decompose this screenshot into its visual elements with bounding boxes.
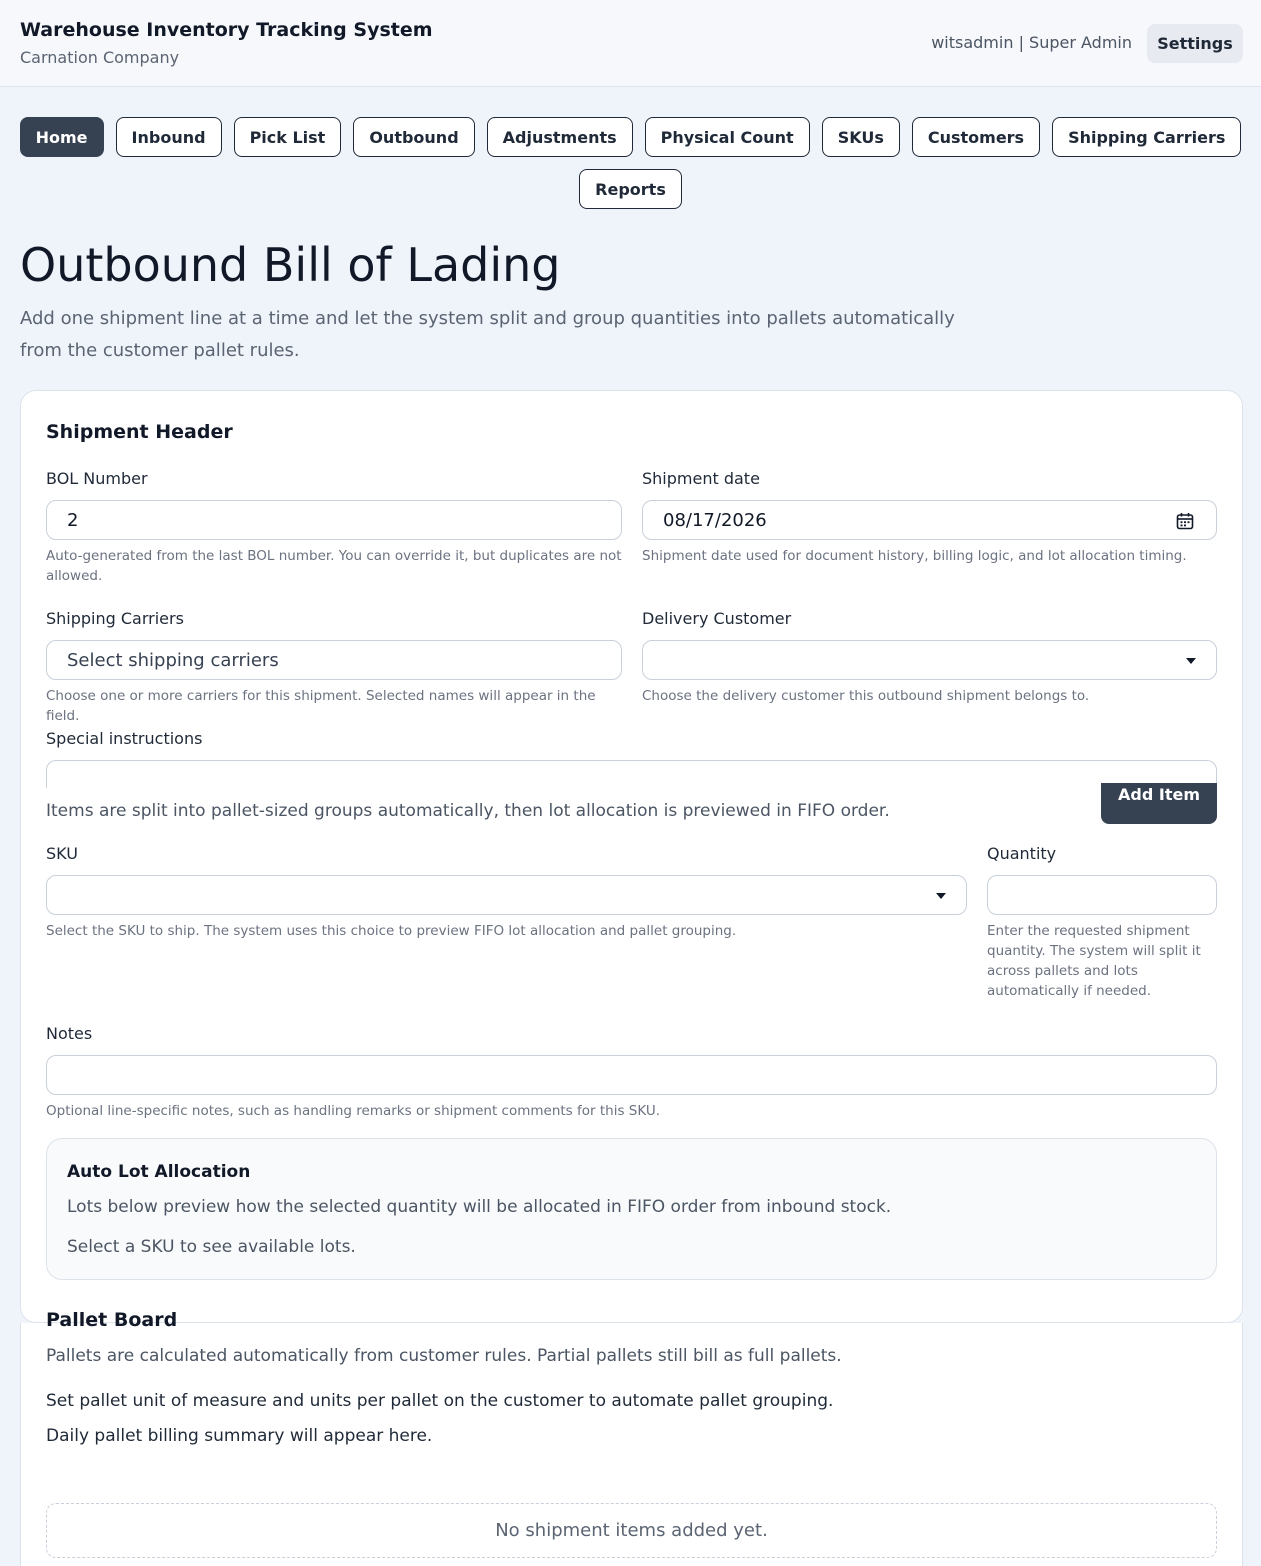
sku-label: SKU bbox=[46, 844, 78, 863]
shipment-date-input[interactable] bbox=[642, 500, 1217, 540]
notes-input[interactable] bbox=[46, 1055, 1217, 1095]
nav-home[interactable]: Home bbox=[20, 117, 104, 157]
bol-label: BOL Number bbox=[46, 469, 148, 488]
bol-number-input[interactable] bbox=[46, 500, 622, 540]
shipment-header-title: Shipment Header bbox=[46, 421, 233, 443]
shipping-carriers-label: Shipping Carriers bbox=[46, 609, 184, 628]
quantity-label: Quantity bbox=[987, 844, 1057, 863]
nav-customers[interactable]: Customers bbox=[912, 117, 1040, 157]
pallet-board-title: Pallet Board bbox=[46, 1309, 178, 1331]
nav-reports[interactable]: Reports bbox=[579, 169, 682, 209]
app-title: Warehouse Inventory Tracking System bbox=[20, 19, 433, 41]
shipment-date-value: 08/17/2026 bbox=[663, 509, 767, 531]
chevron-down-icon bbox=[1186, 658, 1196, 664]
page-title: Outbound Bill of Lading bbox=[20, 238, 561, 292]
add-item-button[interactable]: Add Item bbox=[1101, 783, 1217, 824]
shipping-carriers-placeholder: Select shipping carriers bbox=[67, 649, 279, 671]
nav-shipping-carriers[interactable]: Shipping Carriers bbox=[1052, 117, 1241, 157]
notes-help: Optional line-specific notes, such as handling remarks or shipment comments for this SKU. bbox=[46, 1103, 661, 1119]
user-info: witsadmin | Super Admin bbox=[931, 33, 1132, 52]
main-nav bbox=[0, 117, 1261, 221]
delivery-customer-label: Delivery Customer bbox=[642, 609, 792, 628]
notes-label: Notes bbox=[46, 1024, 93, 1043]
shipping-carriers-help: Choose one or more carriers for this shipment. Selected names will appear in the field. bbox=[46, 688, 596, 724]
pallet-billing-note: Daily pallet billing summary will appear here. bbox=[46, 1426, 433, 1446]
page-description: Add one shipment line at a time and let the system split and group quantities into pallets automatically from the customer pallet rules. bbox=[20, 308, 955, 361]
shipment-form-card bbox=[20, 390, 1243, 1323]
pallet-board-empty: No shipment items added yet. bbox=[46, 1503, 1217, 1558]
special-instructions-label: Special instructions bbox=[46, 729, 203, 748]
nav-physical-count[interactable]: Physical Count bbox=[645, 117, 810, 157]
nav-inbound[interactable]: Inbound bbox=[116, 117, 222, 157]
shipping-carriers-select[interactable] bbox=[46, 640, 622, 680]
lot-allocation-description: Lots below preview how the selected quantity will be allocated in FIFO order from inbound stock. bbox=[67, 1197, 892, 1217]
lot-allocation-empty: Select a SKU to see available lots. bbox=[67, 1237, 356, 1257]
delivery-customer-select[interactable] bbox=[642, 640, 1217, 680]
quantity-help: Enter the requested shipment quantity. The system will split it across pallets and lots automatically if needed. bbox=[987, 923, 1201, 999]
shipment-date-help: Shipment date used for document history, billing logic, and lot allocation timing. bbox=[642, 548, 1187, 564]
nav-pick-list[interactable]: Pick List bbox=[234, 117, 342, 157]
nav-adjustments[interactable]: Adjustments bbox=[487, 117, 633, 157]
quantity-input[interactable] bbox=[987, 875, 1217, 915]
chevron-down-icon bbox=[936, 893, 946, 899]
lot-allocation-panel bbox=[46, 1138, 1217, 1280]
nav-row bbox=[0, 169, 1261, 209]
bol-number-value: 2 bbox=[67, 509, 79, 531]
sku-help: Select the SKU to ship. The system uses this choice to preview FIFO lot allocation and pallet grouping. bbox=[46, 923, 737, 939]
nav-skus[interactable]: SKUs bbox=[822, 117, 900, 157]
shipment-date-label: Shipment date bbox=[642, 469, 760, 488]
top-bar bbox=[0, 0, 1261, 87]
settings-button[interactable]: Settings bbox=[1147, 24, 1243, 63]
sku-select[interactable] bbox=[46, 875, 967, 915]
special-instructions-input[interactable] bbox=[46, 760, 1217, 790]
nav-outbound[interactable]: Outbound bbox=[353, 117, 474, 157]
nav-row bbox=[0, 117, 1261, 157]
pallet-board-description: Pallets are calculated automatically from customer rules. Partial pallets still bill as full pallets. bbox=[46, 1346, 842, 1366]
items-description: Items are split into pallet-sized groups automatically, then lot allocation is previewed in FIFO order. bbox=[46, 801, 890, 821]
calendar-icon[interactable] bbox=[1176, 512, 1194, 530]
company-name: Carnation Company bbox=[20, 48, 180, 67]
lot-allocation-title: Auto Lot Allocation bbox=[67, 1162, 251, 1182]
bol-help: Auto-generated from the last BOL number. You can override it, but duplicates are not allowed. bbox=[46, 548, 622, 584]
pallet-rule-note: Set pallet unit of measure and units per pallet on the customer to automate pallet grouping. bbox=[46, 1391, 834, 1411]
pallet-board-card bbox=[20, 1309, 1243, 1566]
delivery-customer-help: Choose the delivery customer this outbound shipment belongs to. bbox=[642, 688, 1090, 704]
